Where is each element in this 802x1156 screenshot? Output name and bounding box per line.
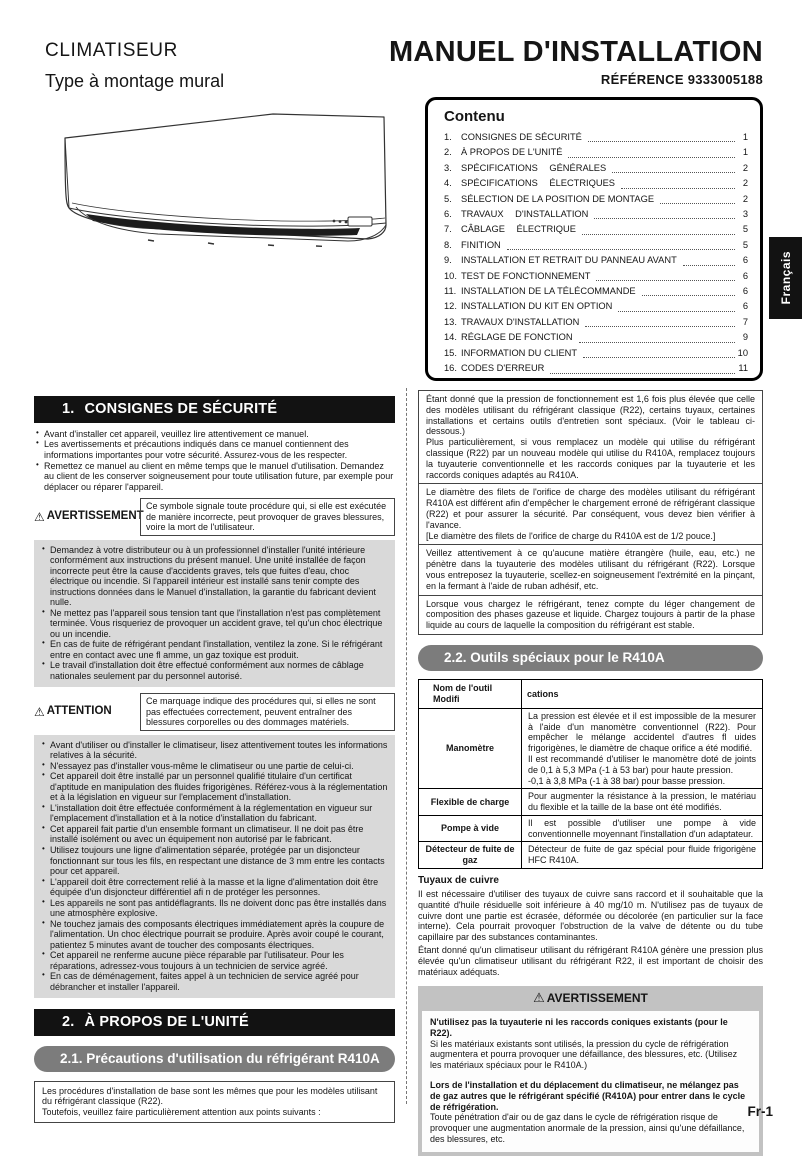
warning-icon: ⚠ — [34, 509, 45, 524]
list-item: • Le travail d'installation doit être effectué conformément aux normes de câblage nationales seulement par du personnel autorisé. — [42, 660, 388, 681]
language-tab-label: Français — [778, 251, 793, 305]
copper-paragraph: Étant donné qu'un climatiseur utilisant du réfrigérant R410A génère une pression plus élevée qu'un climatiseur utilisant du réfrigérant R22, il est important de choisir des matériaux adéquats. — [418, 945, 763, 977]
product-name: CLIMATISEUR — [45, 40, 178, 61]
ac-indicator-panel — [348, 217, 372, 226]
warning-label: AVERTISSEMENT — [46, 510, 144, 523]
list-item: • Avant d'installer cet appareil, veuillez lire attentivement ce manuel. — [36, 429, 395, 440]
column-divider — [406, 388, 407, 1104]
toc-item: 16. CODES D'ERREUR 11 — [444, 363, 748, 374]
column-header: cations — [522, 680, 763, 709]
section2-heading: 2. À PROPOS DE L'UNITÉ — [34, 1009, 395, 1036]
list-item: • En cas de fuite de réfrigérant pendant l'installation, ventilez la zone. Si le réfrigérant entre en contact avec une fl amme, un gaz toxique est produit. — [42, 639, 388, 660]
page-number: Fr-1 — [747, 1104, 773, 1119]
table-row: Flexible de charge Pour augmenter la résistance à la pression, le matériau du flexible et la taille de la base ont été modifiés. — [419, 789, 763, 816]
toc-title: Contenu — [444, 108, 505, 125]
section2-2-heading: 2.2. Outils spéciaux pour le R410A — [418, 645, 763, 671]
toc-item: 4. SPÉCIFICATIONS ÉLECTRIQUES 2 — [444, 178, 748, 189]
toc-item: 14. RÉGLAGE DE FONCTION 9 — [444, 332, 748, 343]
warning-header — [34, 498, 395, 536]
toc-item: 6. TRAVAUX D'INSTALLATION 3 — [444, 209, 748, 220]
safety-intro-list — [34, 429, 395, 492]
table-row: Détecteur de fuite de gaz Détecteur de fuite de gaz spécial pour fluide frigorigène HFC R410A. — [419, 842, 763, 869]
r410a-note-box: Les procédures d'installation de base sont les mêmes que pour les modèles utilisant du réfrigérant classique (R22). Toutefois, veuillez faire particulièrement attention aux points suivants : — [34, 1081, 395, 1123]
toc-item: 11. INSTALLATION DE LA TÉLÉCOMMANDE 6 — [444, 286, 748, 297]
list-item: • Demandez à votre distributeur ou à un professionnel d'installer l'unité intérieure conformément aux instructions du présent manuel. Une unité installée de façon incorrecte peut être la cause d'accidents graves, tels que fuites d'eau, choc électrique ou incendie. Si l'appareil intérieur est installé sans tenir compte des instructions données dans le Manuel d'installation, la garantie du fabricant devient nulle. — [42, 545, 388, 608]
ac-unit-figure — [48, 106, 400, 258]
caution-label: ATTENTION — [46, 705, 112, 718]
warning-icon: ⚠ — [34, 705, 45, 720]
info-box: Veillez attentivement à ce qu'aucune matière étrangère (huile, eau, etc.) ne pénètre dans la tuyauterie des modèles utilisant du réfrigérant (R22). Lorsque vous entreposez la tuyauterie, scellez-en soigneusement l'extrémité en la pinçant, en la fermant à l'aide de ruban adhésif, etc. — [418, 544, 763, 595]
column-header: Nom de l'outil Modifi — [419, 680, 522, 709]
toc-item: 5. SÉLECTION DE LA POSITION DE MONTAGE 2 — [444, 193, 748, 204]
reference-number: RÉFÉRENCE 9333005188 — [600, 72, 763, 87]
list-item: • Utilisez toujours une ligne d'alimentation séparée, protégée par un disjoncteur fonctionnant sur tous les fils, en respectant une distance de 3 mm entre les contacts pour cet appareil. — [42, 845, 388, 877]
toc-item: 9. INSTALLATION ET RETRAIT DU PANNEAU AVANT 6 — [444, 255, 748, 266]
list-item: • Les appareils ne sont pas antidéflagrants. Ils ne doivent donc pas être installés dans une atmosphère explosive. — [42, 898, 388, 919]
list-item: • N'essayez pas d'installer vous-même le climatiseur ou une partie de celui-ci. — [42, 761, 388, 772]
toc-item: 15. INFORMATION DU CLIENT 10 — [444, 347, 748, 358]
list-item: • Cet appareil fait partie d'un ensemble formant un climatiseur. Il ne doit pas être installé isolément ou avec un équipement non autorisé par le fabricant. — [42, 824, 388, 845]
info-box: Lorsque vous chargez le réfrigérant, tenez compte du léger changement de composition des phases gazeuse et liquide. Chargez toujours à partir de la phase liquide au cours de laquelle la composition du réfrigérant est stable. — [418, 595, 763, 635]
list-item: • L'installation doit être effectuée conformément à la réglementation en vigueur sur l'emplacement d'installation et à la notice d'installation du fabricant. — [42, 803, 388, 824]
section1-heading: 1. CONSIGNES DE SÉCURITÉ — [34, 396, 395, 423]
table-header-row — [419, 680, 763, 709]
list-item: • L'appareil doit être correctement relié à la masse et la ligne d'alimentation doit être équipée d'un disjoncteur différentiel afi n de protéger les personnes. — [42, 877, 388, 898]
title-block — [389, 36, 763, 87]
right-column — [418, 390, 763, 1156]
toc-item: 8. FINITION 5 — [444, 239, 748, 250]
warning-box — [34, 540, 395, 688]
warning-label: AVERTISSEMENT — [546, 991, 648, 1006]
list-item: • Cet appareil doit être installé par un personnel qualifié titulaire d'un certificat d'aptitude en manipulation des fluides frigorigènes. Référez-vous à la réglementation et à la législation en vigueur sur l'emplacement d'installation. — [42, 771, 388, 803]
list-item: • Avant d'utiliser ou d'installer le climatiseur, lisez attentivement toutes les informations relatives à la sécurité. — [42, 740, 388, 761]
toc-item: 1. CONSIGNES DE SÉCURITÉ 1 — [444, 132, 748, 142]
toc-item: 12. INSTALLATION DU KIT EN OPTION 6 — [444, 301, 748, 312]
warning-description: Ce symbole signale toute procédure qui, si elle est exécutée de manière incorrecte, peut provoquer de graves blessures, voire la mort de l'utilisateur. — [140, 498, 395, 536]
copper-paragraph: Il est nécessaire d'utiliser des tuyaux de cuivre sans raccord et il souhaitable que la quantité d'huile résiduelle soit inférieure à 40 mg/10 m. N'utilisez pas de tuyaux de cuivre dont une partie est écrasée, déformée ou décolorée (en particulier sur la face interne). Cela pourrait provoquer l'obstruction de la valve de détente ou du tube capillaire par des substances contaminantes. — [418, 889, 763, 943]
toc-item: 10. TEST DE FONCTIONNEMENT 6 — [444, 270, 748, 281]
list-item: • Ne touchez jamais des composants électriques immédiatement après la coupure de l'alimentation. Un choc électrique pourrait se produire. Après avoir coupé le courant, patientez 5 minutes avant de toucher des composants électriques. — [42, 919, 388, 951]
language-tab — [769, 237, 802, 319]
info-box: Étant donné que la pression de fonctionnement est 1,6 fois plus élevée que celle des modèles utilisant du réfrigérant classique (R22), certains tuyaux, certaines installations et certains outils d'entretien sont spéciaux. (Voir le tableau ci-dessous.) Plus particulièrement, si vous remplacez un modèle qui utilise du réfrigérant classique (R22) par un nouveau modèle qui utilise du R410A, remplacez toujours la tuyauterie conventionnelle et les raccords coniques par la tuyauterie et les raccords coniques adaptés au R410A. — [418, 390, 763, 484]
caution-box — [34, 735, 395, 998]
tools-table — [418, 679, 763, 869]
caution-header — [34, 693, 395, 731]
left-column — [34, 396, 395, 1123]
product-type: Type à montage mural — [45, 71, 225, 91]
list-item: • Les avertissements et précautions indiqués dans ce manuel contiennent des informations importantes pour votre sécurité. Assurez-vous de les respecter. — [36, 439, 395, 460]
toc-item: 3. SPÉCIFICATIONS GÉNÉRALES 2 — [444, 162, 748, 173]
page-title: MANUEL D'INSTALLATION — [388, 36, 763, 68]
section2-1-heading: 2.1. Précautions d'utilisation du réfrigérant R410A — [34, 1046, 395, 1072]
list-item: • En cas de déménagement, faites appel à un technicien de service agréé pour débrancher et installer l'appareil. — [42, 971, 388, 992]
toc-item: 2. À PROPOS DE L'UNITÉ 1 — [444, 147, 748, 158]
table-row: Pompe à vide Il est possible d'utiliser une pompe à vide conventionnelle moyennant l'installation d'un adaptateur. — [419, 815, 763, 842]
table-row: Manomètre La pression est élevée et il est impossible de la mesurer à l'aide d'un manomètre conventionnel (R22). Pour empêcher le mélange accidentel d'autres fl uides frigorigènes, le diamètre de chaque orifice a été modifié. Il est recommandé d'utiliser le manomètre doté de joints de 0,1 à 5,3 MPa (-1 à 53 bar) pour haute pression. -0,1 à 3,8 MPa (-1 à 38 bar) pour basse pression. — [419, 708, 763, 789]
list-item: • Remettez ce manuel au client en même temps que le manuel d'utilisation. Demandez au client de les conserver soigneusement pour toute utilisation future, par exemple pour déplacer ou réparer l'appareil. — [36, 461, 395, 493]
toc-item: 13. TRAVAUX D'INSTALLATION 7 — [444, 316, 748, 327]
caution-description: Ce marquage indique des procédures qui, si elles ne sont pas effectuées correctement, peuvent entraîner des blessures corporelles ou des dommages matériels. — [140, 693, 395, 731]
info-box: Le diamètre des filets de l'orifice de charge des modèles utilisant du réfrigérant R410A est différent afin d'empêcher le chargement erroné de réfrigérant classique (R22) et pour assurer la sécurité. Par conséquent, vous devez bien vérifier à l'avance. [Le diamètre des filets de l'orifice de charge du R410A est de 1/2 pouce.] — [418, 483, 763, 545]
toc — [425, 97, 763, 381]
copper-pipes-heading: Tuyaux de cuivre — [418, 875, 499, 887]
product-block — [45, 40, 224, 92]
warning-box-r410a: ⚠ AVERTISSEMENT N'utilisez pas la tuyauterie ni les raccords coniques existants (pour le R22). Si les matériaux existants sont utilisés, la pression du cycle de réfrigération augmentera et pourra provoquer une défaillance, des blessures, etc. (Utilisez les matériaux spéciaux pour le R410A.) Lors de l'installation et du déplacement du climatiseur, ne mélangez pas de gaz autres que le réfrigérant spécifié (R410A) pour entrer dans le cycle de réfrigération. Toute pénétration d'air ou de gaz dans le cycle de réfrigération risque de provoquer une augmentation anormale de la pression, ainsi qu'une défaillance, des blessures, etc. — [418, 986, 763, 1155]
toc-item: 7. CÂBLAGE ÉLECTRIQUE 5 — [444, 224, 748, 235]
list-item: • Cet appareil ne renferme aucune pièce réparable par l'utilisateur. Pour les réparations, adressez-vous toujours à un technicien de service agréé. — [42, 950, 388, 971]
warning-icon: ⚠ — [533, 991, 545, 1007]
list-item: • Ne mettez pas l'appareil sous tension tant que l'installation n'est pas complètement terminée. Vous risqueriez de provoquer un accident grave, tel qu'un choc électrique ou un incendie. — [42, 608, 388, 640]
